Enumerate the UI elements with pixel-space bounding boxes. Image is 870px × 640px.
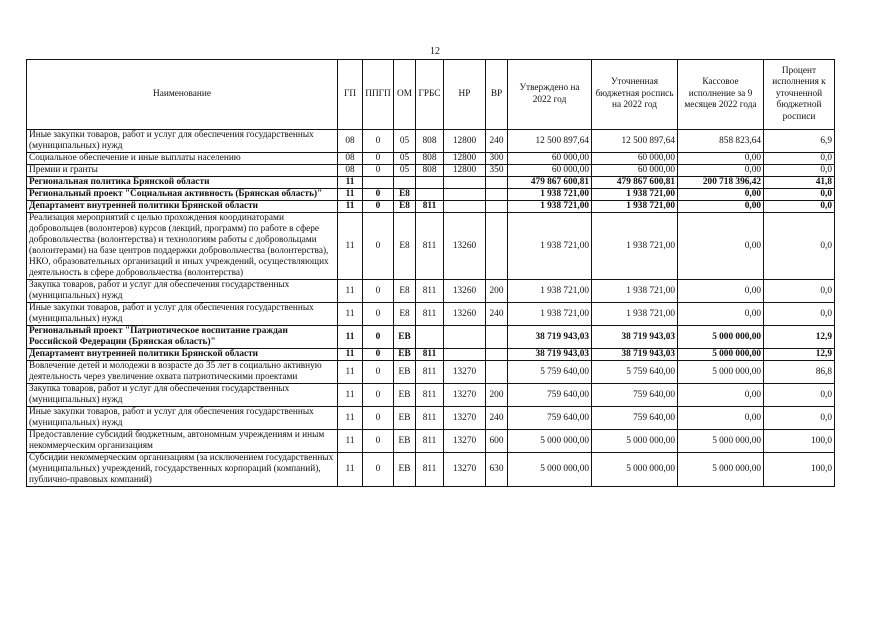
cell-ppgp: 0 [363, 453, 394, 487]
cell-cash: 0,00 [678, 384, 764, 407]
cell-gp: 11 [338, 189, 363, 201]
cell-name: Социальное обеспечение и иные выплаты населению [27, 153, 338, 165]
cell-revised: 5 000 000,00 [592, 453, 678, 487]
cell-cash: 0,00 [678, 165, 764, 177]
table-row [27, 189, 835, 201]
cell-vr [486, 349, 508, 361]
cell-gp: 11 [338, 326, 363, 349]
cell-name: Региональный проект "Патриотическое воспитание граждан Российской Федерации (Брянская область)" [27, 326, 338, 349]
cell-revised: 5 759 640,00 [592, 361, 678, 384]
cell-percent: 12,9 [764, 349, 835, 361]
table-row [27, 130, 835, 153]
cell-ppgp [363, 177, 394, 189]
cell-cash: 5 000 000,00 [678, 326, 764, 349]
cell-percent: 6,9 [764, 130, 835, 153]
cell-name: Вовлечение детей и молодежи в возрасте до 35 лет в социально активную деятельность через увеличение охвата патриотическими проектами [27, 361, 338, 384]
cell-ppgp: 0 [363, 303, 394, 326]
cell-percent: 100,0 [764, 430, 835, 453]
cell-vr: 300 [486, 153, 508, 165]
cell-approved: 5 000 000,00 [508, 453, 592, 487]
cell-om: ЕВ [394, 349, 416, 361]
table-row [27, 407, 835, 430]
cell-om: ЕВ [394, 430, 416, 453]
cell-nr: 13260 [444, 303, 486, 326]
cell-revised: 1 938 721,00 [592, 189, 678, 201]
cell-revised: 1 938 721,00 [592, 280, 678, 303]
cell-vr [486, 326, 508, 349]
cell-om: ЕВ [394, 453, 416, 487]
cell-grbs: 811 [416, 201, 444, 213]
cell-ppgp: 0 [363, 130, 394, 153]
cell-percent: 0,0 [764, 189, 835, 201]
table-row [27, 201, 835, 213]
cell-percent: 41,8 [764, 177, 835, 189]
cell-percent: 100,0 [764, 453, 835, 487]
cell-ppgp: 0 [363, 189, 394, 201]
cell-approved: 60 000,00 [508, 165, 592, 177]
cell-ppgp: 0 [363, 326, 394, 349]
cell-approved: 479 867 600,81 [508, 177, 592, 189]
cell-grbs: 811 [416, 213, 444, 280]
cell-approved: 60 000,00 [508, 153, 592, 165]
cell-approved: 38 719 943,03 [508, 349, 592, 361]
cell-name: Региональный проект "Социальная активность (Брянская область)" [27, 189, 338, 201]
table-row [27, 153, 835, 165]
cell-name: Предоставление субсидий бюджетным, автономным учреждениям и иным некоммерческим организациям [27, 430, 338, 453]
cell-grbs: 808 [416, 130, 444, 153]
cell-revised: 38 719 943,03 [592, 326, 678, 349]
table-row [27, 303, 835, 326]
cell-vr [486, 213, 508, 280]
cell-nr: 12800 [444, 165, 486, 177]
cell-om: ЕВ [394, 361, 416, 384]
cell-name: Премии и гранты [27, 165, 338, 177]
cell-nr: 13260 [444, 213, 486, 280]
cell-vr: 600 [486, 430, 508, 453]
cell-nr [444, 349, 486, 361]
cell-vr [486, 177, 508, 189]
cell-ppgp: 0 [363, 280, 394, 303]
cell-cash: 0,00 [678, 189, 764, 201]
cell-grbs: 811 [416, 280, 444, 303]
cell-cash: 0,00 [678, 303, 764, 326]
cell-grbs: 808 [416, 153, 444, 165]
cell-approved: 1 938 721,00 [508, 280, 592, 303]
cell-revised: 759 640,00 [592, 407, 678, 430]
cell-cash: 200 718 396,42 [678, 177, 764, 189]
cell-nr [444, 177, 486, 189]
cell-grbs: 808 [416, 165, 444, 177]
cell-grbs: 811 [416, 430, 444, 453]
cell-om: ЕВ [394, 384, 416, 407]
cell-gp: 11 [338, 280, 363, 303]
cell-approved: 1 938 721,00 [508, 213, 592, 280]
cell-grbs: 811 [416, 349, 444, 361]
cell-revised: 60 000,00 [592, 165, 678, 177]
cell-vr: 240 [486, 130, 508, 153]
cell-ppgp: 0 [363, 349, 394, 361]
cell-om: ЕВ [394, 407, 416, 430]
cell-om: 05 [394, 130, 416, 153]
cell-vr: 350 [486, 165, 508, 177]
cell-name: Иные закупки товаров, работ и услуг для обеспечения государственных (муниципальных) нужд [27, 130, 338, 153]
cell-cash: 5 000 000,00 [678, 430, 764, 453]
cell-nr: 13270 [444, 361, 486, 384]
cell-gp: 11 [338, 407, 363, 430]
cell-vr: 630 [486, 453, 508, 487]
cell-nr: 13260 [444, 280, 486, 303]
cell-gp: 11 [338, 361, 363, 384]
cell-gp: 08 [338, 130, 363, 153]
table-row [27, 430, 835, 453]
cell-revised: 1 938 721,00 [592, 201, 678, 213]
cell-name: Закупка товаров, работ и услуг для обеспечения государственных (муниципальных) нужд [27, 280, 338, 303]
table-row [27, 165, 835, 177]
cell-nr: 12800 [444, 153, 486, 165]
cell-name: Иные закупки товаров, работ и услуг для обеспечения государственных (муниципальных) нужд [27, 407, 338, 430]
cell-grbs: 811 [416, 407, 444, 430]
cell-grbs: 811 [416, 453, 444, 487]
cell-ppgp: 0 [363, 201, 394, 213]
cell-revised: 38 719 943,03 [592, 349, 678, 361]
cell-approved: 1 938 721,00 [508, 303, 592, 326]
cell-percent: 0,0 [764, 153, 835, 165]
header-approved: Утверждено на 2022 год [508, 60, 592, 130]
budget-execution-table [26, 59, 835, 487]
cell-percent: 0,0 [764, 201, 835, 213]
cell-grbs: 811 [416, 384, 444, 407]
cell-nr: 13270 [444, 430, 486, 453]
table-row [27, 213, 835, 280]
table-row [27, 384, 835, 407]
cell-om [394, 177, 416, 189]
cell-ppgp: 0 [363, 407, 394, 430]
cell-cash: 858 823,64 [678, 130, 764, 153]
table-header-row [27, 60, 835, 130]
cell-gp: 08 [338, 165, 363, 177]
cell-gp: 11 [338, 303, 363, 326]
cell-om: ЕВ [394, 326, 416, 349]
cell-gp: 11 [338, 384, 363, 407]
cell-gp: 11 [338, 453, 363, 487]
cell-gp: 11 [338, 177, 363, 189]
cell-nr: 13270 [444, 384, 486, 407]
cell-vr [486, 189, 508, 201]
cell-name: Региональная политика Брянской области [27, 177, 338, 189]
cell-name: Иные закупки товаров, работ и услуг для обеспечения государственных (муниципальных) нужд [27, 303, 338, 326]
cell-name: Департамент внутренней политики Брянской области [27, 349, 338, 361]
table-row [27, 177, 835, 189]
header-ppgp: ППГП [363, 60, 394, 130]
cell-approved: 5 759 640,00 [508, 361, 592, 384]
header-grbs: ГРБС [416, 60, 444, 130]
cell-revised: 479 867 600,81 [592, 177, 678, 189]
cell-ppgp: 0 [363, 384, 394, 407]
cell-approved: 759 640,00 [508, 384, 592, 407]
cell-om: 05 [394, 153, 416, 165]
cell-om: Е8 [394, 213, 416, 280]
cell-approved: 1 938 721,00 [508, 201, 592, 213]
cell-percent: 0,0 [764, 384, 835, 407]
cell-cash: 0,00 [678, 213, 764, 280]
cell-revised: 5 000 000,00 [592, 430, 678, 453]
cell-vr: 240 [486, 407, 508, 430]
table-body [27, 130, 835, 487]
header-vr: ВР [486, 60, 508, 130]
cell-cash: 5 000 000,00 [678, 349, 764, 361]
cell-nr [444, 189, 486, 201]
cell-ppgp: 0 [363, 153, 394, 165]
cell-om: Е8 [394, 280, 416, 303]
cell-vr [486, 361, 508, 384]
cell-percent: 0,0 [764, 280, 835, 303]
cell-gp: 11 [338, 349, 363, 361]
cell-ppgp: 0 [363, 213, 394, 280]
cell-grbs [416, 177, 444, 189]
cell-gp: 11 [338, 201, 363, 213]
table-row [27, 453, 835, 487]
cell-cash: 0,00 [678, 407, 764, 430]
cell-percent: 0,0 [764, 407, 835, 430]
cell-gp: 11 [338, 213, 363, 280]
cell-percent: 12,9 [764, 326, 835, 349]
cell-revised: 759 640,00 [592, 384, 678, 407]
cell-ppgp: 0 [363, 430, 394, 453]
cell-percent: 0,0 [764, 165, 835, 177]
header-om: ОМ [394, 60, 416, 130]
cell-name: Реализация мероприятий с целью прохождения координаторами добровольцев (волонтеров) курсов (лекций, программ) по работе в сфере добровольчества (волонтерства) и технологиям работы с добровольцами (волонтерами) на базе центров поддержки добровольчества (волонтерства), НКО, образовательных организаций и иных учреждений, осуществляющих деятельность в сфере добровольчества (волонтерства) [27, 213, 338, 280]
cell-approved: 5 000 000,00 [508, 430, 592, 453]
table-row [27, 280, 835, 303]
cell-om: Е8 [394, 201, 416, 213]
cell-vr [486, 201, 508, 213]
cell-vr: 240 [486, 303, 508, 326]
cell-grbs [416, 189, 444, 201]
cell-vr: 200 [486, 280, 508, 303]
table-row [27, 326, 835, 349]
cell-name: Закупка товаров, работ и услуг для обеспечения государственных (муниципальных) нужд [27, 384, 338, 407]
cell-om: Е8 [394, 189, 416, 201]
cell-percent: 0,0 [764, 303, 835, 326]
cell-nr: 13270 [444, 453, 486, 487]
cell-approved: 38 719 943,03 [508, 326, 592, 349]
cell-grbs [416, 326, 444, 349]
page-number: 12 [430, 46, 440, 57]
header-revised: Уточненная бюджетная роспись на 2022 год [592, 60, 678, 130]
cell-revised: 12 500 897,64 [592, 130, 678, 153]
cell-om: 05 [394, 165, 416, 177]
cell-grbs: 811 [416, 303, 444, 326]
header-name: Наименование [27, 60, 338, 130]
cell-cash: 0,00 [678, 280, 764, 303]
cell-ppgp: 0 [363, 165, 394, 177]
header-nr: НР [444, 60, 486, 130]
cell-grbs: 811 [416, 361, 444, 384]
cell-name: Субсидии некоммерческим организациям (за исключением государственных (муниципальных) учреждений, государственных корпораций (компаний), публично-правовых компаний) [27, 453, 338, 487]
cell-nr [444, 201, 486, 213]
cell-percent: 86,8 [764, 361, 835, 384]
cell-nr: 13270 [444, 407, 486, 430]
cell-revised: 1 938 721,00 [592, 213, 678, 280]
header-gp: ГП [338, 60, 363, 130]
cell-nr [444, 326, 486, 349]
cell-percent: 0,0 [764, 213, 835, 280]
cell-revised: 60 000,00 [592, 153, 678, 165]
cell-approved: 759 640,00 [508, 407, 592, 430]
cell-nr: 12800 [444, 130, 486, 153]
cell-approved: 1 938 721,00 [508, 189, 592, 201]
header-cash: Кассовое исполнение за 9 месяцев 2022 года [678, 60, 764, 130]
cell-om: Е8 [394, 303, 416, 326]
cell-cash: 5 000 000,00 [678, 361, 764, 384]
header-percent: Процент исполнения к уточненной бюджетной росписи [764, 60, 835, 130]
cell-name: Департамент внутренней политики Брянской области [27, 201, 338, 213]
table-row [27, 361, 835, 384]
cell-revised: 1 938 721,00 [592, 303, 678, 326]
cell-cash: 0,00 [678, 153, 764, 165]
cell-gp: 08 [338, 153, 363, 165]
table-row [27, 349, 835, 361]
cell-cash: 5 000 000,00 [678, 453, 764, 487]
cell-gp: 11 [338, 430, 363, 453]
cell-cash: 0,00 [678, 201, 764, 213]
cell-ppgp: 0 [363, 361, 394, 384]
cell-approved: 12 500 897,64 [508, 130, 592, 153]
cell-vr: 200 [486, 384, 508, 407]
